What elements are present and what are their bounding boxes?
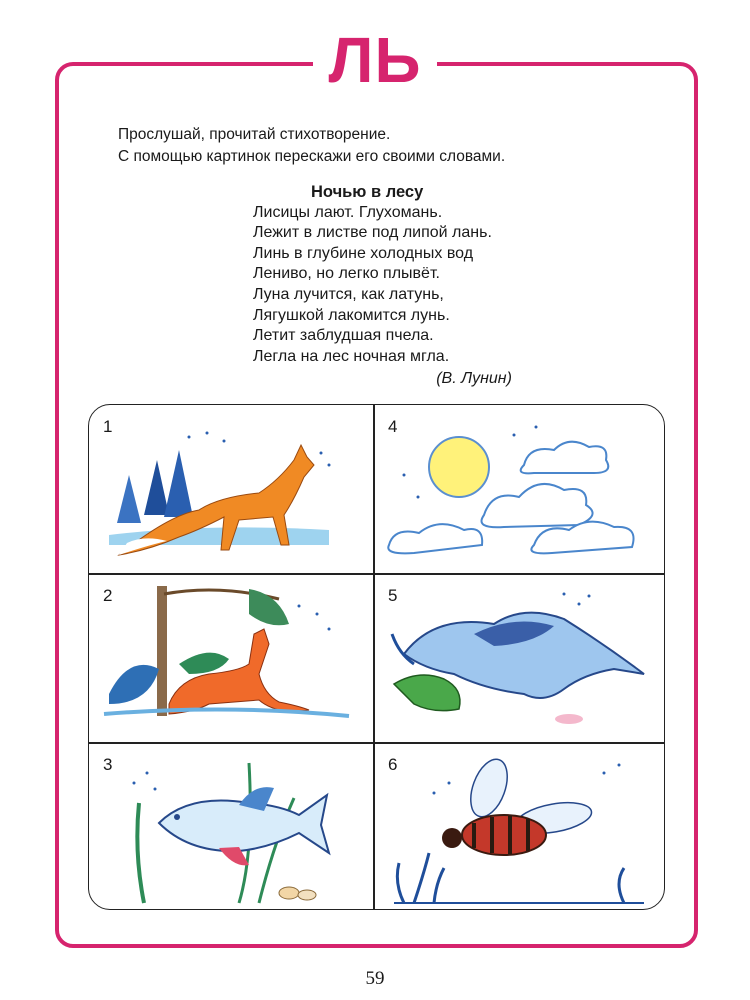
- poem-line: Лисицы лают. Глухомань.: [253, 203, 443, 221]
- picture-number: 4: [388, 417, 398, 436]
- page-number: 59: [365, 968, 385, 989]
- poem-line: Легла на лес ночная мгла.: [253, 347, 450, 365]
- poem-line: Линь в глубине холодных вод: [253, 244, 474, 262]
- poem-line: Луна лучится, как латунь,: [253, 285, 444, 303]
- picture-number: 6: [388, 755, 398, 774]
- picture-grid: [88, 404, 665, 910]
- moon-icon: [374, 405, 657, 573]
- instructions: [118, 124, 505, 168]
- picture-cell-moon: [374, 405, 657, 573]
- poem-author: (В. Лунин): [436, 370, 512, 388]
- poem-line: Лягушкой лакомится лунь.: [253, 306, 450, 324]
- picture-number: 3: [103, 755, 113, 774]
- picture-cell-fox: [89, 405, 372, 573]
- title-wrap: [0, 24, 750, 96]
- poem-line: Летит заблудшая пчела.: [253, 327, 434, 345]
- harrier-icon: [374, 574, 657, 742]
- doe-icon: [89, 574, 372, 742]
- page-title: ЛЬ: [313, 28, 438, 92]
- picture-cell-bee: [374, 743, 657, 910]
- picture-cell-harrier: [374, 574, 657, 742]
- picture-number: 1: [103, 417, 113, 436]
- fox-icon: [89, 405, 372, 573]
- instruction-line: Прослушай, прочитай стихотворение.: [118, 126, 391, 143]
- picture-number: 5: [388, 586, 398, 605]
- poem: [253, 182, 512, 390]
- bee-icon: [374, 743, 657, 910]
- fish-icon: [89, 743, 372, 910]
- poem-title: Ночью в лесу: [311, 183, 424, 201]
- picture-cell-doe: [89, 574, 372, 742]
- instruction-line: С помощью картинок перескажи его своими словами.: [118, 148, 506, 165]
- poem-line: Лениво, но легко плывёт.: [253, 265, 440, 283]
- picture-cell-fish: [89, 743, 372, 910]
- poem-line: Лежит в листве под липой лань.: [253, 224, 492, 242]
- picture-number: 2: [103, 586, 113, 605]
